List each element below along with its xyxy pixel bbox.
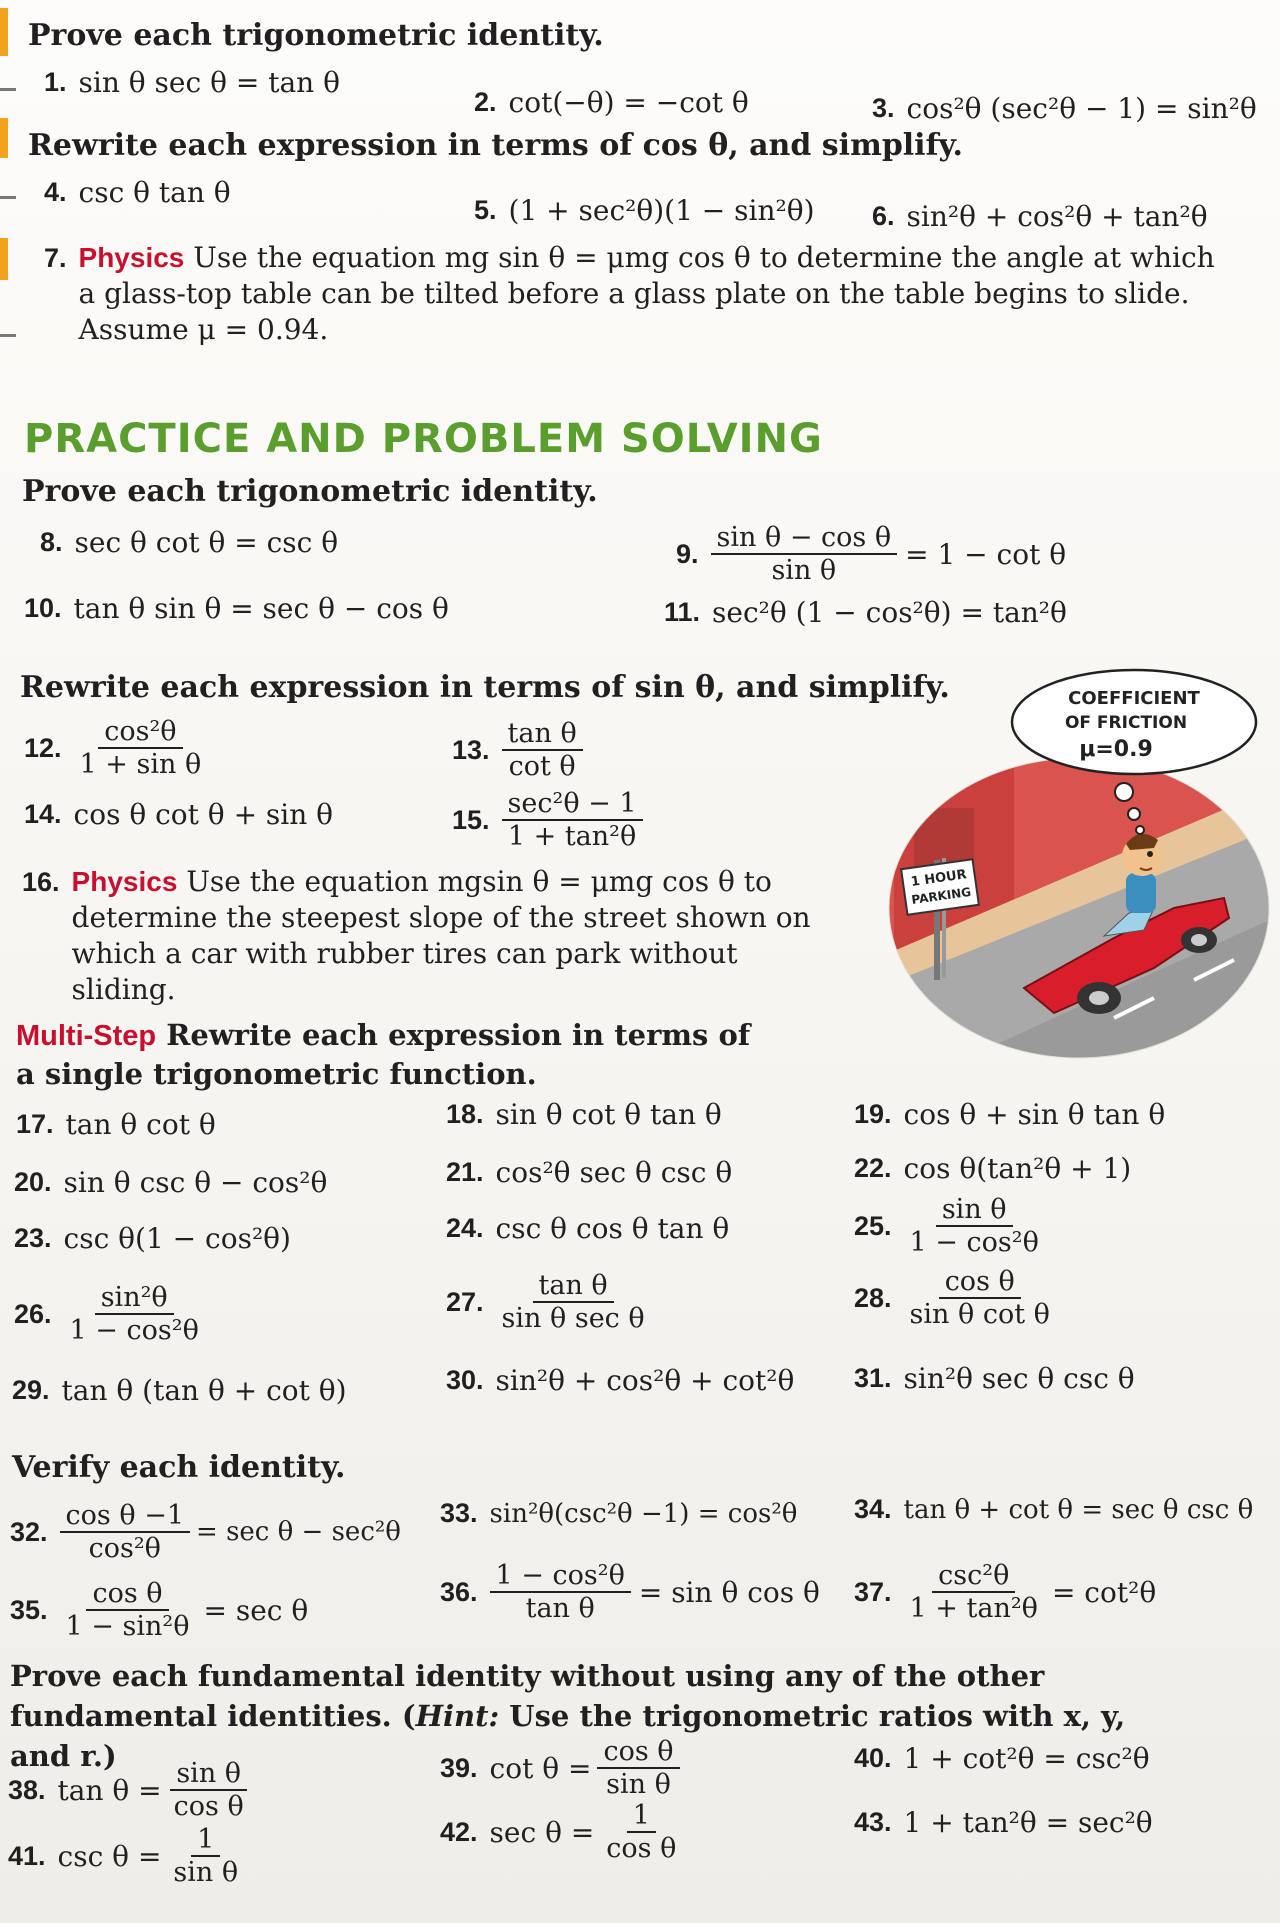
problem-9: 9. $\frac{\text{sin θ − cos θ}}{\text{sin θ}}$ = 1 − cot θ — [676, 522, 1067, 586]
problem-3: 3. cos²θ (sec²θ − 1) = sin²θ — [872, 92, 1257, 125]
problem-18: 18. sin θ cot θ tan θ — [446, 1098, 722, 1131]
sign-text-2: PARKING — [910, 884, 972, 908]
margin-tick — [0, 196, 16, 199]
section-heading: Prove each trigonometric identity. — [28, 18, 604, 53]
problem-30: 30. sin²θ + cos²θ + cot²θ — [446, 1364, 795, 1397]
parking-illustration — [854, 668, 1274, 1068]
margin-tick — [0, 88, 16, 91]
problem-25: 25. $\frac{\text{sin θ}}{\text{1 − cos²θ}}$ — [854, 1194, 1039, 1258]
problem-17: 17. tan θ cot θ — [16, 1108, 216, 1141]
problem-5: 5. (1 + sec²θ)(1 − sin²θ) — [474, 194, 815, 227]
problem-26: 26. $\frac{\text{sin²θ}}{\text{1 − cos²θ}}$ — [14, 1282, 199, 1346]
problem-6: 6. sin²θ + cos²θ + tan²θ — [872, 200, 1208, 233]
problem-1: 1. sin θ sec θ = tan θ — [44, 66, 340, 99]
problem-31: 31. sin²θ sec θ csc θ — [854, 1362, 1135, 1395]
multistep-heading: Multi-Step Rewrite each expression in terms of a single trigonometric function. — [16, 1018, 751, 1091]
problem-11: 11. sec²θ (1 − cos²θ) = tan²θ — [664, 596, 1067, 629]
sign-text-1: 1 HOUR — [910, 867, 968, 890]
problem-34: 34. tan θ + cot θ = sec θ csc θ — [854, 1494, 1254, 1525]
margin-tick — [0, 334, 16, 337]
section-heading: Verify each identity. — [12, 1450, 346, 1485]
problem-29: 29. tan θ (tan θ + cot θ) — [12, 1374, 347, 1407]
problem-16: 16. Physics Use the equation mgsin θ = μmg cos θ to determine the steepest slope of the street shown on which a car with rubber tires can park without sliding. — [22, 865, 811, 1006]
problem-24: 24. csc θ cos θ tan θ — [446, 1212, 730, 1245]
problem-37: 37. $\frac{\text{csc²θ}}{\text{1 + tan²θ}}$ = cot²θ — [854, 1560, 1157, 1624]
problem-28: 28. $\frac{\text{cos θ}}{\text{sin θ cot θ}}$ — [854, 1266, 1050, 1330]
problem-21: 21. cos²θ sec θ csc θ — [446, 1156, 733, 1189]
problem-12: 12. $\frac{\text{cos²θ}}{\text{1 + sin θ}}$ — [24, 716, 202, 780]
section-heading: Rewrite each expression in terms of sin θ, and simplify. — [20, 670, 950, 705]
bubble-text-2: OF FRICTION — [1064, 713, 1188, 733]
bubble-text-1: COEFFICIENT — [1068, 688, 1200, 709]
problem-42: 42. sec θ = $\frac{1}{\text{cos θ}}$ — [440, 1800, 677, 1864]
problem-14: 14. cos θ cot θ + sin θ — [24, 798, 334, 831]
section-heading: Prove each trigonometric identity. — [22, 474, 598, 509]
problem-38: 38. tan θ = $\frac{\text{sin θ}}{\text{cos θ}}$ — [8, 1758, 250, 1822]
problem-39: 39. cot θ = $\frac{\text{cos θ}}{\text{sin θ}}$ — [440, 1736, 680, 1800]
practice-heading: PRACTICE AND PROBLEM SOLVING — [24, 416, 823, 462]
problem-33: 33. sin²θ(csc²θ −1) = cos²θ — [440, 1498, 798, 1529]
bubble-text-3: μ=0.9 — [1079, 737, 1153, 762]
problem-7: 7. Physics Use the equation mg sin θ = μmg cos θ to determine the angle at which a glass-top table can be tilted before a glass plate on the table begins to slide. Assume μ = 0.94. — [44, 241, 1215, 346]
fundamental-heading: Prove each fundamental identity without using any of the other fundamental identities. (Hint: Use the trigonometric ratios with x, y, and r.) — [10, 1659, 1126, 1773]
problem-41: 41. csc θ = $\frac{1}{\text{sin θ}}$ — [8, 1824, 239, 1888]
problem-23: 23. csc θ(1 − cos²θ) — [14, 1222, 291, 1255]
problem-43: 43. 1 + tan²θ = sec²θ — [854, 1806, 1153, 1839]
problem-32: 32. $\frac{\text{cos θ −1}}{\text{cos²θ}}$ = sec θ − sec²θ — [10, 1500, 401, 1564]
problem-27: 27. $\frac{\text{tan θ}}{\text{sin θ sec θ}}$ — [446, 1270, 645, 1334]
problem-8: 8. sec θ cot θ = csc θ — [40, 526, 339, 559]
problem-20: 20. sin θ csc θ − cos²θ — [14, 1166, 328, 1199]
margin-highlight — [0, 8, 8, 56]
problem-10: 10. tan θ sin θ = sec θ − cos θ — [24, 592, 449, 625]
problem-36: 36. $\frac{\text{1 − cos²θ}}{\text{tan θ}}$ = sin θ cos θ — [440, 1560, 820, 1624]
problem-40: 40. 1 + cot²θ = csc²θ — [854, 1742, 1150, 1775]
fraction: $\frac{\text{sin θ − cos θ}}{\text{sin θ}}$ — [711, 522, 898, 586]
problem-4: 4. csc θ tan θ — [44, 176, 231, 209]
problem-15: 15. $\frac{\text{sec²θ − 1}}{\text{1 + tan²θ}}$ — [452, 788, 643, 852]
problem-13: 13. $\frac{\text{tan θ}}{\text{cot θ}}$ — [452, 718, 583, 782]
section-heading: Rewrite each expression in terms of cos θ, and simplify. — [28, 128, 963, 163]
margin-highlight — [0, 118, 8, 158]
problem-19: 19. cos θ + sin θ tan θ — [854, 1098, 1166, 1131]
margin-highlight — [0, 238, 8, 280]
problem-2: 2. cot(−θ) = −cot θ — [474, 86, 749, 119]
problem-35: 35. $\frac{\text{cos θ}}{\text{1 − sin²θ}}$ = sec θ — [10, 1578, 309, 1642]
problem-22: 22. cos θ(tan²θ + 1) — [854, 1152, 1132, 1185]
